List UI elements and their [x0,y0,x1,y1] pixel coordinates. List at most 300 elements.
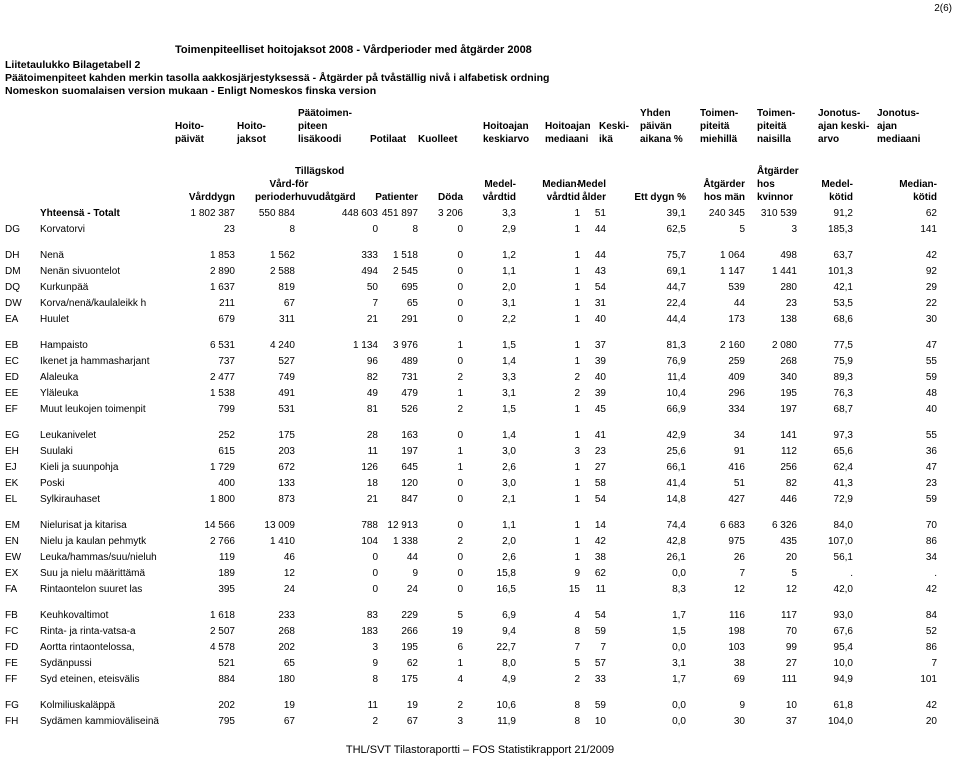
table-cell: 2 [457,536,463,547]
table-cell: 10 [785,700,797,711]
column-header-line: päivän [640,121,672,132]
column-header-line: Potilaat [370,134,407,145]
table-row [0,567,960,580]
table-cell: 95,4 [833,642,853,653]
table-cell: 55 [925,430,937,441]
table-cell: 259 [728,356,745,367]
table-row [0,641,960,654]
table-cell: 0,0 [672,700,686,711]
table-cell: 7 [600,642,606,653]
table-cell: 3 [457,716,463,727]
table-cell: 2 507 [209,626,235,637]
table-cell: 202 [278,642,295,653]
table-cell: 141 [780,430,797,441]
table-cell: 0 [457,494,463,505]
column-header-line: perioder [254,192,295,203]
table-cell: 1 637 [209,282,235,293]
procedure-code: EJ [5,462,17,473]
table-row [0,313,960,326]
table-cell: 1 800 [209,494,235,505]
table-cell: 731 [401,372,418,383]
table-cell: 5 [739,224,745,235]
table-cell: 22,4 [666,298,686,309]
table-cell: 10,0 [833,658,853,669]
table-cell: 8,3 [672,584,686,595]
table-cell: 0,0 [672,716,686,727]
table-cell: 672 [278,462,295,473]
table-cell: 819 [278,282,295,293]
table-cell: 695 [401,282,418,293]
table-cell: 296 [728,388,745,399]
column-header-line: Hoito- [237,121,266,132]
table-cell: 3 206 [437,208,463,219]
column-header-line: kötid [829,192,853,203]
table-cell: 1,7 [672,610,686,621]
table-cell: 83 [366,610,378,621]
table-cell: 2 [574,372,580,383]
table-cell: 1 [574,250,580,261]
table-row [0,339,960,352]
table-cell: 94,9 [833,674,853,685]
table-cell: 3,3 [502,208,516,219]
table-cell: 26,1 [666,552,686,563]
column-header-line: hos män [703,192,745,203]
page-number: 2(6) [934,3,952,14]
table-cell: 1 [574,314,580,325]
table-cell: 334 [728,404,745,415]
table-cell: 0 [457,568,463,579]
table-cell: 0 [457,478,463,489]
table-cell: 0 [457,250,463,261]
table-cell: 33 [594,674,606,685]
procedure-name: Sydänpussi [40,658,92,669]
column-header-line: kötid [913,192,937,203]
table-cell: 489 [401,356,418,367]
table-cell: 51 [594,208,606,219]
table-row [0,673,960,686]
table-row [0,371,960,384]
table-cell: 126 [361,462,378,473]
table-cell: 240 345 [708,208,745,219]
table-cell: 63,7 [833,250,853,261]
table-cell: 180 [278,674,295,685]
procedure-code: FG [5,700,19,711]
procedure-code: EL [5,494,18,505]
column-header-line: lisäkoodi [298,134,342,145]
table-cell: 26 [733,552,745,563]
column-header-line: Åtgärder [757,166,799,177]
table-cell: 39 [594,356,606,367]
table-cell: 2,1 [502,494,516,505]
table-cell: 0,0 [672,642,686,653]
table-cell: 59 [925,494,937,505]
table-cell: 120 [401,478,418,489]
table-cell: 51 [733,478,745,489]
column-header-line: för [295,179,309,190]
table-cell: 54 [594,282,606,293]
table-cell: 76,9 [666,356,686,367]
table-cell: 30 [925,314,937,325]
table-cell: 1 [457,446,463,457]
table-cell: 3,0 [502,478,516,489]
table-cell: 197 [401,446,418,457]
table-cell: 427 [728,494,745,505]
table-cell: 104 [361,536,378,547]
column-header-line: Medel- [484,179,516,190]
table-cell: 2 [574,388,580,399]
procedure-name: Keuhkovaltimot [40,610,109,621]
table-cell: 4 240 [269,340,295,351]
table-cell: 1 [574,494,580,505]
table-cell: 195 [401,642,418,653]
table-cell: 1 729 [209,462,235,473]
table-cell: 27 [785,658,797,669]
table-cell: 11 [367,446,378,457]
table-cell: 1,1 [502,520,516,531]
table-cell: 75,9 [833,356,853,367]
table-row [0,699,960,712]
table-cell: 5 [574,658,580,669]
procedure-code: FB [5,610,18,621]
table-cell: 96 [366,356,378,367]
procedure-name: Korva/nenä/kaulaleikk h [40,298,147,309]
procedure-name: Leukanivelet [40,430,97,441]
table-cell: 2 588 [269,266,295,277]
table-cell: 119 [219,552,235,563]
table-cell: 2 545 [392,266,418,277]
procedure-code: FA [5,584,18,595]
table-cell: 311 [279,314,295,325]
table-cell: 30 [733,716,745,727]
table-cell: 99 [785,642,797,653]
table-cell: 69,1 [666,266,686,277]
table-row [0,493,960,506]
column-header-line: ålder [582,192,606,203]
table-cell: 91 [733,446,745,457]
column-header-line: ajan [877,121,898,132]
table-cell: 1 [574,340,580,351]
procedure-code: EC [5,356,19,367]
table-cell: 59 [594,626,606,637]
procedure-code: EB [5,340,19,351]
table-cell: 86 [925,536,937,547]
column-header-line: keskiarvo [483,134,530,145]
table-cell: 24 [283,584,295,595]
table-cell: 62 [406,658,418,669]
table-cell: 42 [925,700,937,711]
column-header-line: Hoitoajan [483,121,529,132]
table-cell: 448 603 [341,208,378,219]
procedure-name: Nielu ja kaulan pehmytk [40,536,147,547]
procedure-name: Muut leukojen toimenpit [40,404,146,415]
table-cell: 1,2 [502,250,516,261]
table-cell: 107,0 [827,536,853,547]
column-header-line: Vård- [269,179,295,190]
table-cell: 527 [278,356,295,367]
column-header-line: vårdtid [546,192,580,203]
table-cell: 91,2 [833,208,853,219]
table-cell: 280 [780,282,797,293]
table-row [0,265,960,278]
table-cell: 2 080 [771,340,797,351]
procedure-name: Yhteensä - Totalt [40,208,120,219]
table-cell: 1 [574,478,580,489]
table-cell: 1 562 [269,250,295,261]
table-cell: 28 [366,430,378,441]
table-cell: 65 [406,298,418,309]
table-cell: 1 618 [209,610,235,621]
table-cell: 203 [278,446,295,457]
table-cell: 2 [457,700,463,711]
table-cell: 1 [574,404,580,415]
table-description: Päätoimenpiteet kahden merkin tasolla aakkosjärjestyksessä - Åtgärder på tvåställig nivå i alfabetisk ordning [5,72,550,84]
table-cell: 81 [366,404,378,415]
table-cell: 69 [733,674,745,685]
table-cell: 1,5 [502,404,516,415]
procedure-code: EE [5,388,19,399]
column-header-line: naisilla [757,134,791,145]
table-cell: 2 160 [719,340,745,351]
column-header-line: Patienter [375,192,418,203]
column-header-line: aikana % [640,134,683,145]
table-cell: 15 [568,584,580,595]
table-cell: 112 [781,446,797,457]
table-cell: 2 [574,674,580,685]
table-cell: 1 [457,462,463,473]
column-header-line: päivät [175,134,204,145]
procedure-code: EG [5,430,20,441]
table-cell: 1 [574,208,580,219]
procedure-name: Syd eteinen, eteisvälis [40,674,140,685]
table-cell: 68,7 [833,404,853,415]
column-header-line: Toimen- [700,108,739,119]
table-cell: 1 [457,388,463,399]
column-header-line: Jonotus- [818,108,861,119]
table-cell: 49 [366,388,378,399]
table-row [0,519,960,532]
table-cell: 101 [920,674,937,685]
table-cell: 2,0 [502,282,516,293]
table-cell: 12 [733,584,745,595]
table-row [0,715,960,728]
table-cell: 97,3 [833,430,853,441]
table-cell: 8 [289,224,295,235]
table-cell: 66,9 [666,404,686,415]
table-cell: 7 [372,298,378,309]
table-cell: 47 [925,340,937,351]
table-cell: 116 [729,610,745,621]
table-row [0,223,960,236]
table-cell: 615 [218,446,235,457]
column-header-line: Median- [542,179,580,190]
table-cell: 45 [594,404,606,415]
table-cell: 58 [594,478,606,489]
table-cell: 1 338 [392,536,418,547]
table-cell: 11 [367,700,378,711]
table-cell: 62,4 [833,462,853,473]
table-cell: 2 766 [209,536,235,547]
table-row [0,281,960,294]
table-cell: 6 326 [771,520,797,531]
column-header-line: hos [757,179,775,190]
table-cell: 12 [785,584,797,595]
table-cell: 92 [925,266,937,277]
table-cell: 3,1 [672,658,686,669]
table-cell: 44 [594,250,606,261]
table-cell: 2 [457,404,463,415]
table-row [0,551,960,564]
table-cell: 48 [925,388,937,399]
table-cell: 10 [594,716,606,727]
table-cell: 0 [457,430,463,441]
table-cell: 8 [574,626,580,637]
table-cell: 291 [401,314,418,325]
table-cell: 1 [574,224,580,235]
procedure-name: Rinta- ja rinta-vatsa-a [40,626,136,637]
column-header-line: Tillägskod [295,166,345,177]
table-cell: 47 [925,462,937,473]
column-header-line: Medel- [821,179,853,190]
table-cell: 24 [406,584,418,595]
table-cell: 0 [457,298,463,309]
table-cell: 416 [728,462,745,473]
table-cell: 53,5 [833,298,853,309]
procedure-name: Yläleuka [40,388,79,399]
table-row [0,355,960,368]
table-cell: 1 [574,298,580,309]
table-cell: 19 [406,700,418,711]
table-cell: 4 [574,610,580,621]
column-header-line: arvo [818,134,840,145]
table-cell: 8 [574,700,580,711]
table-cell: 93,0 [833,610,853,621]
table-cell: 0 [457,356,463,367]
table-cell: 10,6 [496,700,516,711]
table-cell: 0 [457,552,463,563]
table-row [0,249,960,262]
table-cell: 23 [785,298,797,309]
table-cell: 111 [781,674,797,685]
procedure-code: DM [5,266,21,277]
table-cell: 8 [412,224,418,235]
table-cell: 46 [283,552,295,563]
table-cell: 44 [594,224,606,235]
table-cell: 975 [728,536,745,547]
table-cell: 1 [574,356,580,367]
table-cell: 539 [728,282,745,293]
table-cell: 3,1 [502,298,516,309]
table-cell: 6 683 [719,520,745,531]
table-cell: 266 [401,626,418,637]
table-cell: 77,5 [833,340,853,351]
table-cell: 40 [594,314,606,325]
table-cell: 847 [401,494,418,505]
table-cell: 1 [574,462,580,473]
column-header-line: piteen [298,121,328,132]
column-header-line: Ett dygn % [634,192,686,203]
table-cell: 14 [594,520,606,531]
table-cell: 2,9 [502,224,516,235]
table-cell: 1,5 [672,626,686,637]
table-cell: 25,6 [666,446,686,457]
table-cell: 1 802 387 [190,208,235,219]
table-cell: 55 [925,356,937,367]
table-cell: 3,0 [502,446,516,457]
column-header-line: vårdtid [482,192,516,203]
table-cell: 749 [278,372,295,383]
table-cell: 5 [791,568,797,579]
table-cell: 2,0 [502,536,516,547]
table-row [0,445,960,458]
table-cell: 84 [925,610,937,621]
table-cell: 23 [925,478,937,489]
table-cell: 4 [457,674,463,685]
table-cell: 446 [780,494,797,505]
table-cell: 54 [594,610,606,621]
table-cell: 3 [372,642,378,653]
table-cell: 67 [283,716,295,727]
table-cell: 737 [218,356,235,367]
table-cell: 20 [925,716,937,727]
table-cell: 70 [785,626,797,637]
table-cell: 19 [451,626,463,637]
table-cell: 679 [218,314,235,325]
table-cell: 39,1 [666,208,686,219]
table-cell: 183 [361,626,378,637]
table-cell: 89,3 [833,372,853,383]
table-cell: 163 [401,430,418,441]
table-cell: 1 [574,520,580,531]
table-cell: 0 [457,584,463,595]
table-cell: 799 [218,404,235,415]
table-cell: 6 [457,642,463,653]
table-cell: 31 [594,298,606,309]
table-cell: 67 [406,716,418,727]
column-header-line: miehillä [700,134,738,145]
procedure-code: FE [5,658,18,669]
table-cell: 0 [457,282,463,293]
table-cell: 1,4 [502,430,516,441]
table-cell: 1 [457,658,463,669]
table-cell: 14 566 [204,520,235,531]
table-cell: 7 [739,568,745,579]
table-cell: 175 [401,674,418,685]
table-cell: 14,8 [666,494,686,505]
table-row [0,535,960,548]
table-cell: 9,4 [502,626,516,637]
table-cell: 42,1 [833,282,853,293]
procedure-name: Kieli ja suunpohja [40,462,119,473]
table-cell: 3,1 [502,388,516,399]
table-cell: 873 [278,494,295,505]
procedure-name: Hampaisto [40,340,88,351]
table-cell: 1,1 [502,266,516,277]
table-cell: 68,6 [833,314,853,325]
procedure-name: Nenän sivuontelot [40,266,121,277]
table-reference: Liitetaulukko Bilagetabell 2 [5,59,141,71]
column-header-line: Toimen- [757,108,796,119]
table-cell: 41,4 [666,478,686,489]
table-cell: 42 [925,250,937,261]
table-cell: 42 [925,584,937,595]
table-cell: 0 [372,552,378,563]
table-cell: 645 [401,462,418,473]
table-cell: 2,6 [502,462,516,473]
table-cell: 550 884 [258,208,295,219]
procedure-name: Rintaontelon suuret las [40,584,143,595]
procedure-name: Poski [40,478,65,489]
procedure-code: EX [5,568,19,579]
